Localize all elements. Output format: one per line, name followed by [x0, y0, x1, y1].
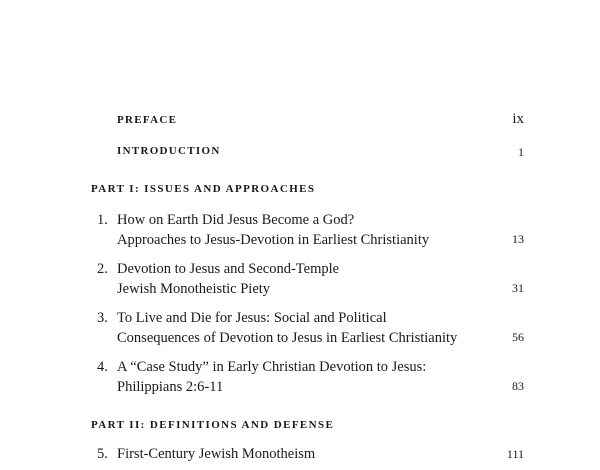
part-heading: PART I: ISSUES AND APPROACHES — [91, 183, 316, 195]
chapter-number: 2. — [97, 261, 108, 277]
page-number: 31 — [512, 281, 524, 295]
page-number: 13 — [512, 232, 524, 246]
chapter-title-line: A “Case Study” in Early Christian Devotion to Jesus: — [117, 359, 427, 375]
chapter-title-line: Consequences of Devotion to Jesus in Earliest Christianity — [117, 330, 458, 346]
chapter-title-line: First-Century Jewish Monotheism — [117, 446, 316, 462]
chapter-title-line: Jewish Monotheistic Piety — [117, 281, 271, 297]
page-number-introduction: 1 — [518, 145, 524, 159]
page-number: 111 — [506, 447, 524, 461]
chapter-title-line: Approaches to Jesus-Devotion in Earliest Christianity — [117, 232, 430, 248]
page-number: 83 — [512, 379, 524, 393]
front-matter-introduction: INTRODUCTION — [117, 145, 221, 157]
chapter-number: 4. — [97, 359, 108, 375]
chapter-title-line: Devotion to Jesus and Second-Temple — [117, 261, 340, 277]
chapter-number: 1. — [97, 212, 108, 228]
front-matter-preface: PREFACE — [117, 114, 178, 126]
chapter-title-line: Philippians 2:6-11 — [117, 379, 224, 395]
chapter-number: 3. — [97, 310, 108, 326]
page-number: 56 — [512, 330, 524, 344]
chapter-title-line: To Live and Die for Jesus: Social and Political — [117, 310, 387, 326]
page-number-preface: ix — [512, 111, 524, 127]
chapter-number: 5. — [97, 446, 108, 462]
chapter-title-line: How on Earth Did Jesus Become a God? — [117, 212, 355, 228]
part-heading: PART II: DEFINITIONS AND DEFENSE — [91, 419, 335, 431]
